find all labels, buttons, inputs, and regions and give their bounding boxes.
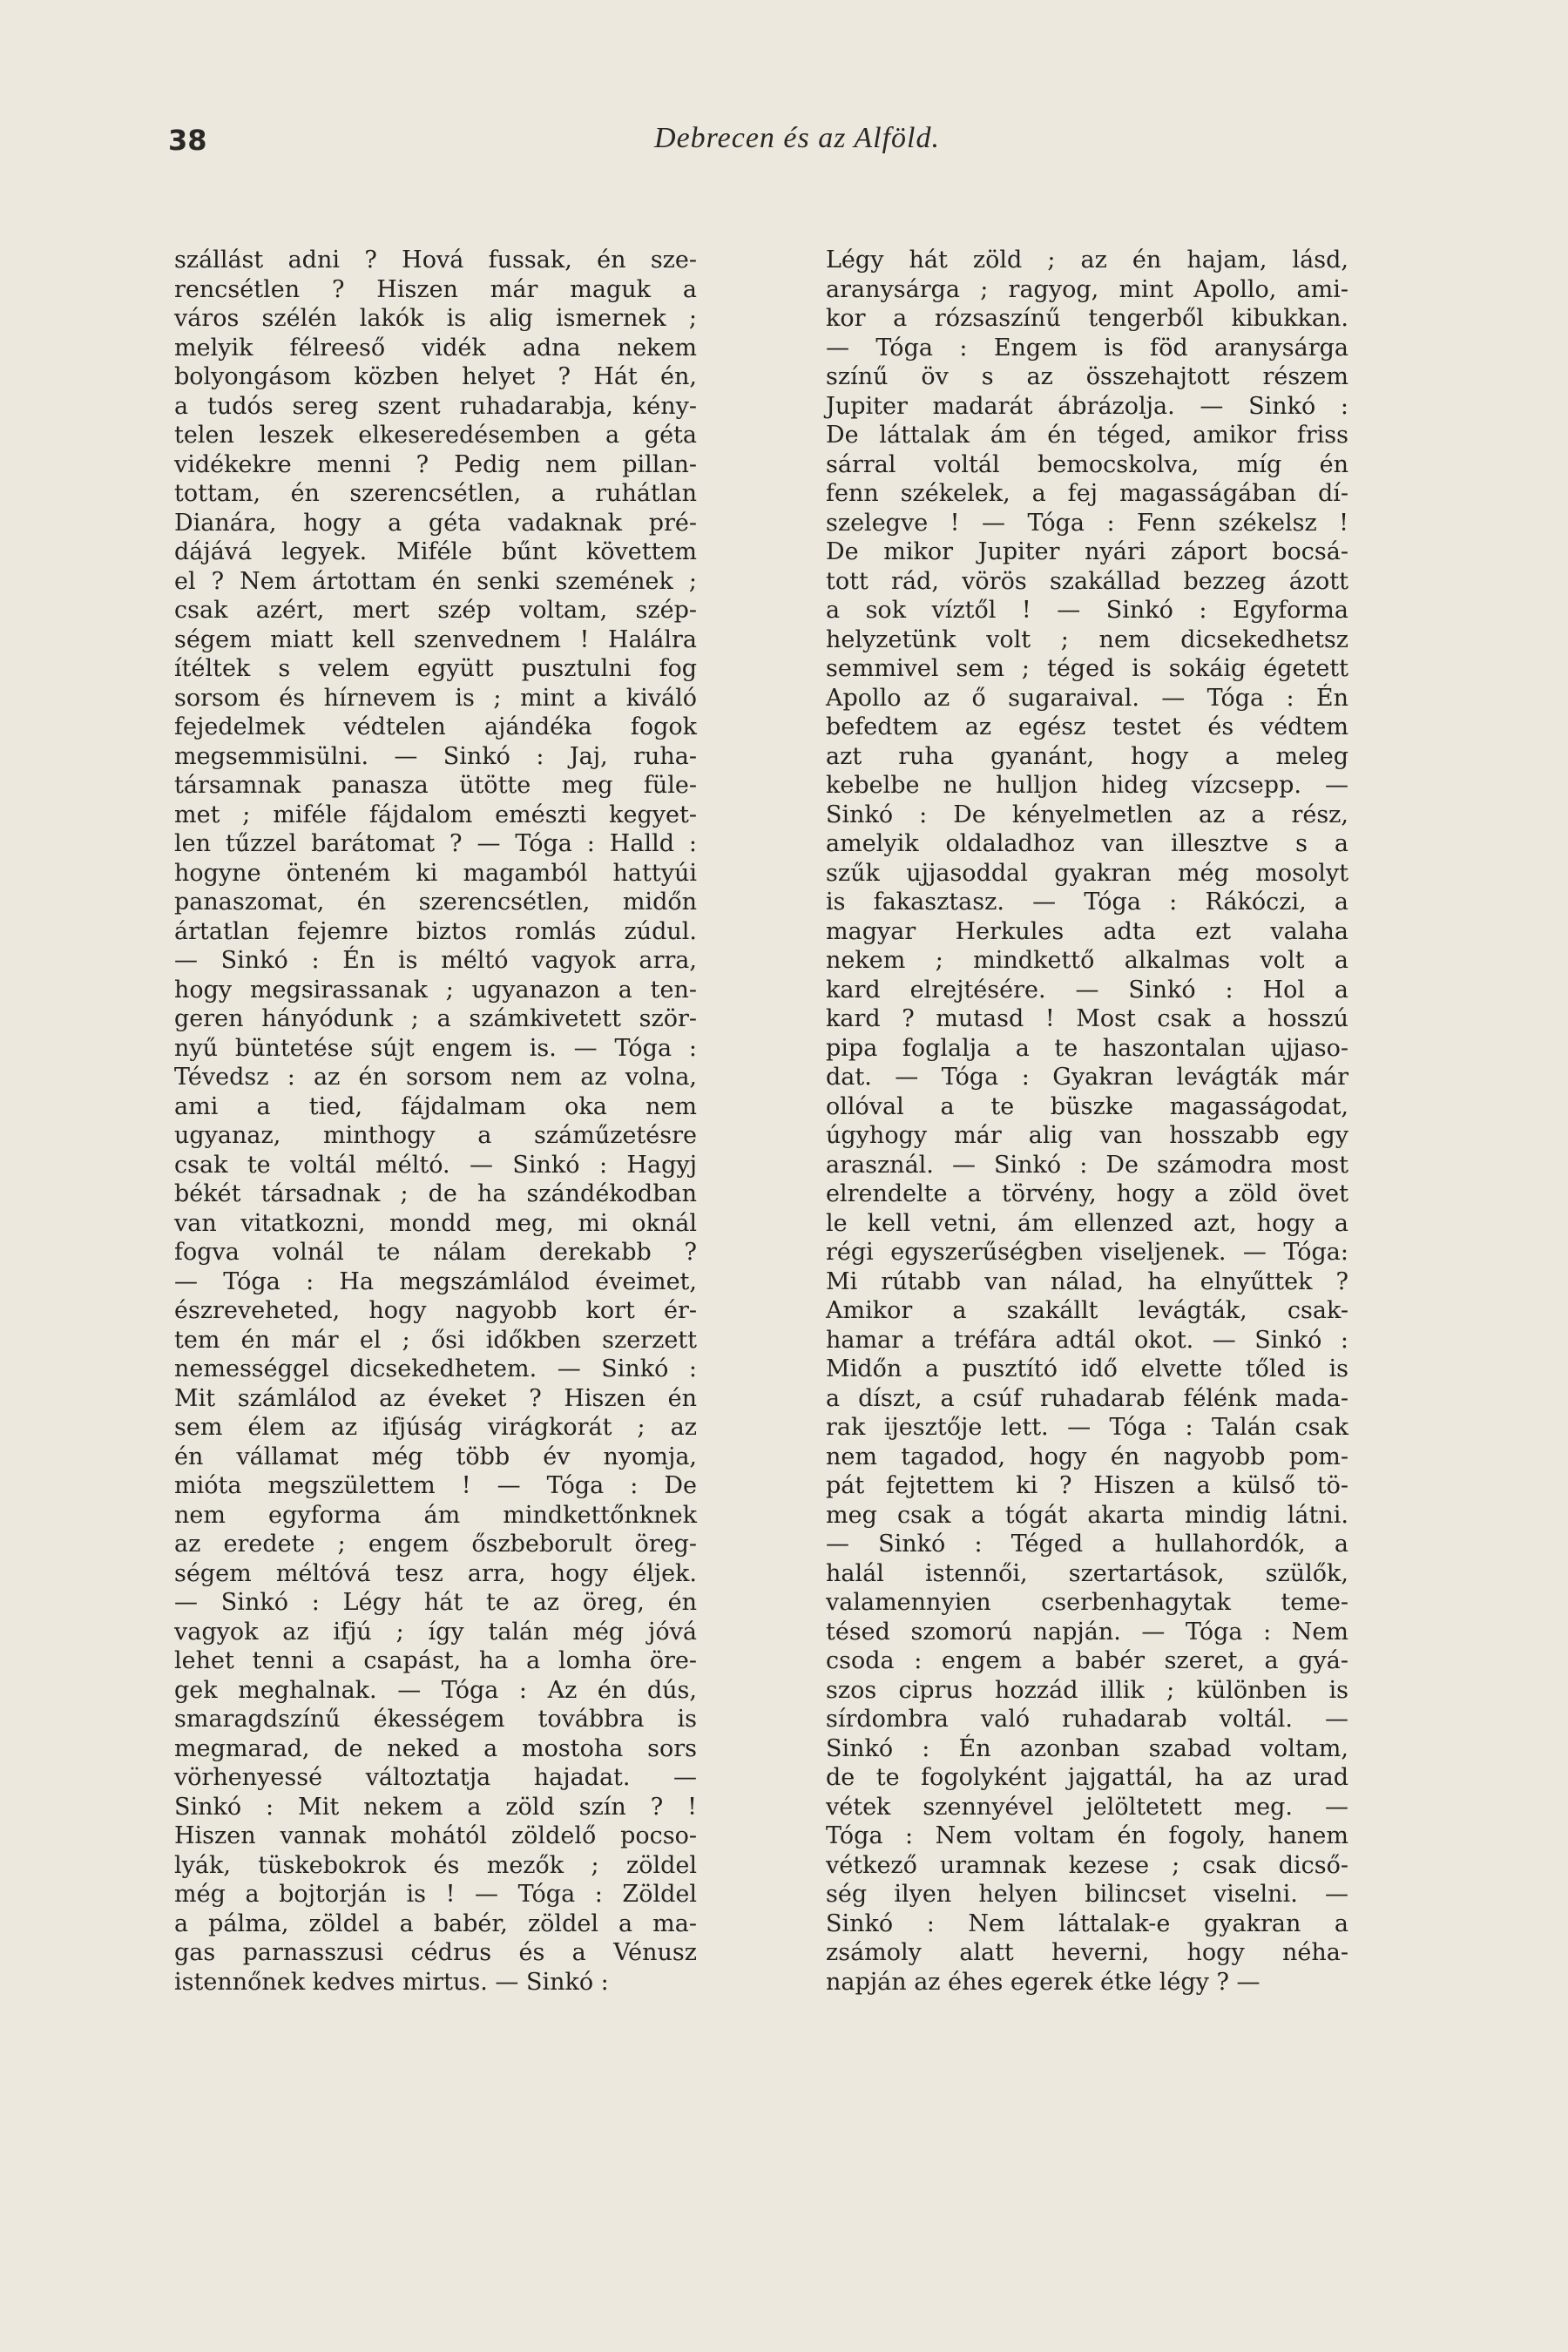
page-number: 38 — [168, 124, 207, 157]
text-line: vagyok az ifjú ; így talán még jóvá — [174, 1618, 697, 1646]
text-line: Mi rútabb van nálad, ha elnyűttek ? — [826, 1267, 1348, 1295]
text-line: De mikor Jupiter nyári záport bocsá- — [826, 538, 1348, 565]
text-line: sorsom és hírnevem is ; mint a kiváló — [174, 684, 697, 712]
left-text-column — [174, 246, 697, 1997]
text-line: azt ruha gyanánt, hogy a meleg — [826, 742, 1348, 770]
text-line: befedtem az egész testet és védtem — [826, 713, 1348, 740]
text-line: sem élem az ifjúság virágkorát ; az — [174, 1414, 697, 1441]
text-line: halál istennői, szertartások, szülők, — [826, 1559, 1348, 1587]
text-line: Jupiter madarát ábrázolja. — Sinkó : — [826, 392, 1348, 420]
text-line: Apollo az ő sugaraival. — Tóga : Én — [826, 684, 1348, 712]
text-line: város szélén lakók is alig ismernek ; — [174, 305, 697, 332]
text-line: vétek szennyével jelöltetett meg. — — [826, 1793, 1348, 1821]
text-line: tott rád, vörös szakállad bezzeg ázott — [826, 567, 1348, 595]
text-line: nem tagadod, hogy én nagyobb pom- — [826, 1443, 1348, 1470]
text-line: tottam, én szerencsétlen, a ruhátlan — [174, 480, 697, 507]
text-line: ártatlan fejemre biztos romlás zúdul. — [174, 917, 697, 945]
text-line: melyik félreeső vidék adna nekem — [174, 334, 697, 362]
text-line: len tűzzel barátomat ? — Tóga : Halld : — [174, 830, 697, 857]
text-line: magyar Herkules adta ezt valaha — [826, 917, 1348, 945]
text-line: arasznál. — Sinkó : De számodra most — [826, 1151, 1348, 1179]
text-line: úgyhogy már alig van hosszabb egy — [826, 1122, 1348, 1149]
text-line: Sinkó : Mit nekem a zöld szín ? ! — [174, 1793, 697, 1821]
text-line: a tudós sereg szent ruhadarabja, kény- — [174, 392, 697, 420]
text-line: ségem méltóvá tesz arra, hogy éljek. — [174, 1559, 697, 1587]
text-line: Midőn a pusztító idő elvette tőled is — [826, 1355, 1348, 1382]
text-line: amelyik oldaladhoz van illesztve s a — [826, 830, 1348, 857]
text-line: Mit számlálod az éveket ? Hiszen én — [174, 1384, 697, 1412]
text-line: meg csak a tógát akarta mindig látni. — [826, 1501, 1348, 1529]
text-line: békét társadnak ; de ha szándékodban — [174, 1180, 697, 1207]
text-line: megmarad, de neked a mostoha sors — [174, 1734, 697, 1762]
text-line: fogva volnál te nálam derekabb ? — [174, 1239, 697, 1266]
text-line: ítéltek s velem együtt pusztulni fog — [174, 655, 697, 682]
text-line: szállást adni ? Hová fussak, én sze- — [174, 247, 697, 274]
text-line: a sok víztől ! — Sinkó : Egyforma — [826, 597, 1348, 624]
text-line: — Tóga : Ha megszámlálod éveimet, — [174, 1267, 697, 1295]
text-line: nyű büntetése sújt engem is. — Tóga : — [174, 1034, 697, 1062]
text-line: Dianára, hogy a géta vadaknak pré- — [174, 509, 697, 537]
text-line: csak te voltál méltó. — Sinkó : Hagyj — [174, 1151, 697, 1179]
text-line: de te fogolyként jajgattál, ha az urad — [826, 1764, 1348, 1791]
text-line: szűk ujjasoddal gyakran még mosolyt — [826, 859, 1348, 887]
text-line: szelegve ! — Tóga : Fenn székelsz ! — [826, 509, 1348, 537]
text-line: bolyongásom közben helyet ? Hát én, — [174, 363, 697, 390]
text-line: tésed szomorú napján. — Tóga : Nem — [826, 1618, 1348, 1646]
text-line: smaragdszínű ékességem továbbra is — [174, 1706, 697, 1733]
text-line: van vitatkozni, mondd meg, mi oknál — [174, 1209, 697, 1237]
text-line: Sinkó : Nem láttalak-e gyakran a — [826, 1909, 1348, 1937]
text-line: — Sinkó : Téged a hullahordók, a — [826, 1531, 1348, 1558]
text-line: hogy megsirassanak ; ugyanazon a ten- — [174, 976, 697, 1004]
text-line: ségem miatt kell szenvednem ! Halálra — [174, 625, 697, 653]
text-line: telen leszek elkeseredésemben a géta — [174, 422, 697, 449]
text-line: vétkező uramnak kezese ; csak dicső- — [826, 1851, 1348, 1879]
text-line: el ? Nem ártottam én senki szemének ; — [174, 567, 697, 595]
text-line: semmivel sem ; téged is sokáig égetett — [826, 655, 1348, 682]
text-line: sírdombra való ruhadarab voltál. — — [826, 1706, 1348, 1733]
text-line: fenn székelek, a fej magasságában dí- — [826, 480, 1348, 507]
text-line: Amikor a szakállt levágták, csak- — [826, 1297, 1348, 1324]
text-line: nekem ; mindkettő alkalmas volt a — [826, 947, 1348, 974]
text-line: nem egyforma ám mindkettőnknek — [174, 1501, 697, 1529]
text-line: — Tóga : Engem is föd aranysárga — [826, 334, 1348, 362]
text-line: zsámoly alatt heverni, hogy néha- — [826, 1939, 1348, 1966]
text-line: kebelbe ne hulljon hideg vízcsepp. — — [826, 772, 1348, 799]
text-line: aranysárga ; ragyog, mint Apollo, ami- — [826, 275, 1348, 303]
text-line: kard ? mutasd ! Most csak a hosszú — [826, 1005, 1348, 1032]
text-line: az eredete ; engem őszbeborult öreg- — [174, 1531, 697, 1558]
text-line: istennőnek kedves mirtus. — Sinkó : — [174, 1968, 609, 1996]
text-line: rencsétlen ? Hiszen már maguk a — [174, 275, 697, 303]
text-line: Légy hát zöld ; az én hajam, lásd, — [826, 247, 1348, 274]
text-line: társamnak panasza ütötte meg füle- — [174, 772, 697, 799]
text-line: hamar a tréfára adtál okot. — Sinkó : — [826, 1326, 1348, 1354]
text-line: vörhenyessé változtatja hajadat. — — [174, 1764, 697, 1791]
text-line: panaszomat, én szerencsétlen, midőn — [174, 889, 697, 916]
text-line: gek meghalnak. — Tóga : Az én dús, — [174, 1676, 697, 1704]
text-line: pát fejtettem ki ? Hiszen a külső tö- — [826, 1472, 1348, 1499]
text-line: dat. — Tóga : Gyakran levágták már — [826, 1064, 1348, 1091]
text-line: Hiszen vannak mohától zöldelő pocso- — [174, 1822, 697, 1849]
text-line: csak azért, mert szép voltam, szép- — [174, 597, 697, 624]
text-line: hogyne önteném ki magamból hattyúi — [174, 859, 697, 887]
text-line: fejedelmek védtelen ajándéka fogok — [174, 713, 697, 740]
text-line: rak ijesztője lett. — Tóga : Talán csak — [826, 1414, 1348, 1441]
text-line: Sinkó : De kényelmetlen az a rész, — [826, 801, 1348, 828]
text-line: régi egyszerűségben viseljenek. — Tóga: — [826, 1239, 1348, 1266]
text-line: dájává legyek. Miféle bűnt követtem — [174, 538, 697, 565]
right-text-column — [826, 246, 1348, 1997]
text-line: napján az éhes egerek étke légy ? — — [826, 1968, 1260, 1996]
text-line: met ; miféle fájdalom emészti kegyet- — [174, 801, 697, 828]
running-title: Debrecen és az Alföld. — [654, 122, 940, 154]
text-line: ség ilyen helyen bilincset viselni. — — [826, 1881, 1348, 1908]
text-line: ami a tied, fájdalmam oka nem — [174, 1092, 697, 1120]
text-line: pipa foglalja a te haszontalan ujjaso- — [826, 1034, 1348, 1062]
text-line: Tévedsz : az én sorsom nem az volna, — [174, 1064, 697, 1091]
text-line: lyák, tüskebokrok és mezők ; zöldel — [174, 1851, 697, 1879]
text-line: le kell vetni, ám ellenzed azt, hogy a — [826, 1209, 1348, 1237]
text-line: ugyanaz, minthogy a száműzetésre — [174, 1122, 697, 1149]
text-line: nemességgel dicsekedhetem. — Sinkó : — [174, 1355, 697, 1382]
text-line: elrendelte a törvény, hogy a zöld övet — [826, 1180, 1348, 1207]
text-line: a pálma, zöldel a babér, zöldel a ma- — [174, 1909, 697, 1937]
text-line: megsemmisülni. — Sinkó : Jaj, ruha- — [174, 742, 697, 770]
text-line: mióta megszülettem ! — Tóga : De — [174, 1472, 697, 1499]
text-line: — Sinkó : Én is méltó vagyok arra, — [174, 947, 697, 974]
text-line: Tóga : Nem voltam én fogoly, hanem — [826, 1822, 1348, 1849]
text-line: tem én már el ; ősi időkben szerzett — [174, 1326, 697, 1354]
text-line: gas parnasszusi cédrus és a Vénusz — [174, 1939, 697, 1966]
text-line: is fakasztasz. — Tóga : Rákóczi, a — [826, 889, 1348, 916]
text-line: De láttalak ám én téged, amikor friss — [826, 422, 1348, 449]
text-line: geren hányódunk ; a számkivetett ször- — [174, 1005, 697, 1032]
text-line: helyzetünk volt ; nem dicsekedhetsz — [826, 625, 1348, 653]
text-line: szos ciprus hozzád illik ; különben is — [826, 1676, 1348, 1704]
text-line: — Sinkó : Légy hát te az öreg, én — [174, 1589, 697, 1616]
text-line: Sinkó : Én azonban szabad voltam, — [826, 1734, 1348, 1762]
text-line: a díszt, a csúf ruhadarab félénk mada- — [826, 1384, 1348, 1412]
text-line: lehet tenni a csapást, ha a lomha öre- — [174, 1647, 697, 1674]
text-line: csoda : engem a babér szeret, a gyá- — [826, 1647, 1348, 1674]
text-line: én vállamat még több év nyomja, — [174, 1443, 697, 1470]
text-line: észreveheted, hogy nagyobb kort ér- — [174, 1297, 697, 1324]
text-line: kor a rózsaszínű tengerből kibukkan. — [826, 305, 1348, 332]
text-line: még a bojtorján is ! — Tóga : Zöldel — [174, 1881, 697, 1908]
text-line: sárral voltál bemocskolva, míg én — [826, 450, 1348, 478]
text-line: ollóval a te büszke magasságodat, — [826, 1092, 1348, 1120]
text-line: vidékekre menni ? Pedig nem pillan- — [174, 450, 697, 478]
text-line: színű öv s az összehajtott részem — [826, 363, 1348, 390]
text-line: valamennyien cserbenhagytak teme- — [826, 1589, 1348, 1616]
text-line: kard elrejtésére. — Sinkó : Hol a — [826, 976, 1348, 1004]
